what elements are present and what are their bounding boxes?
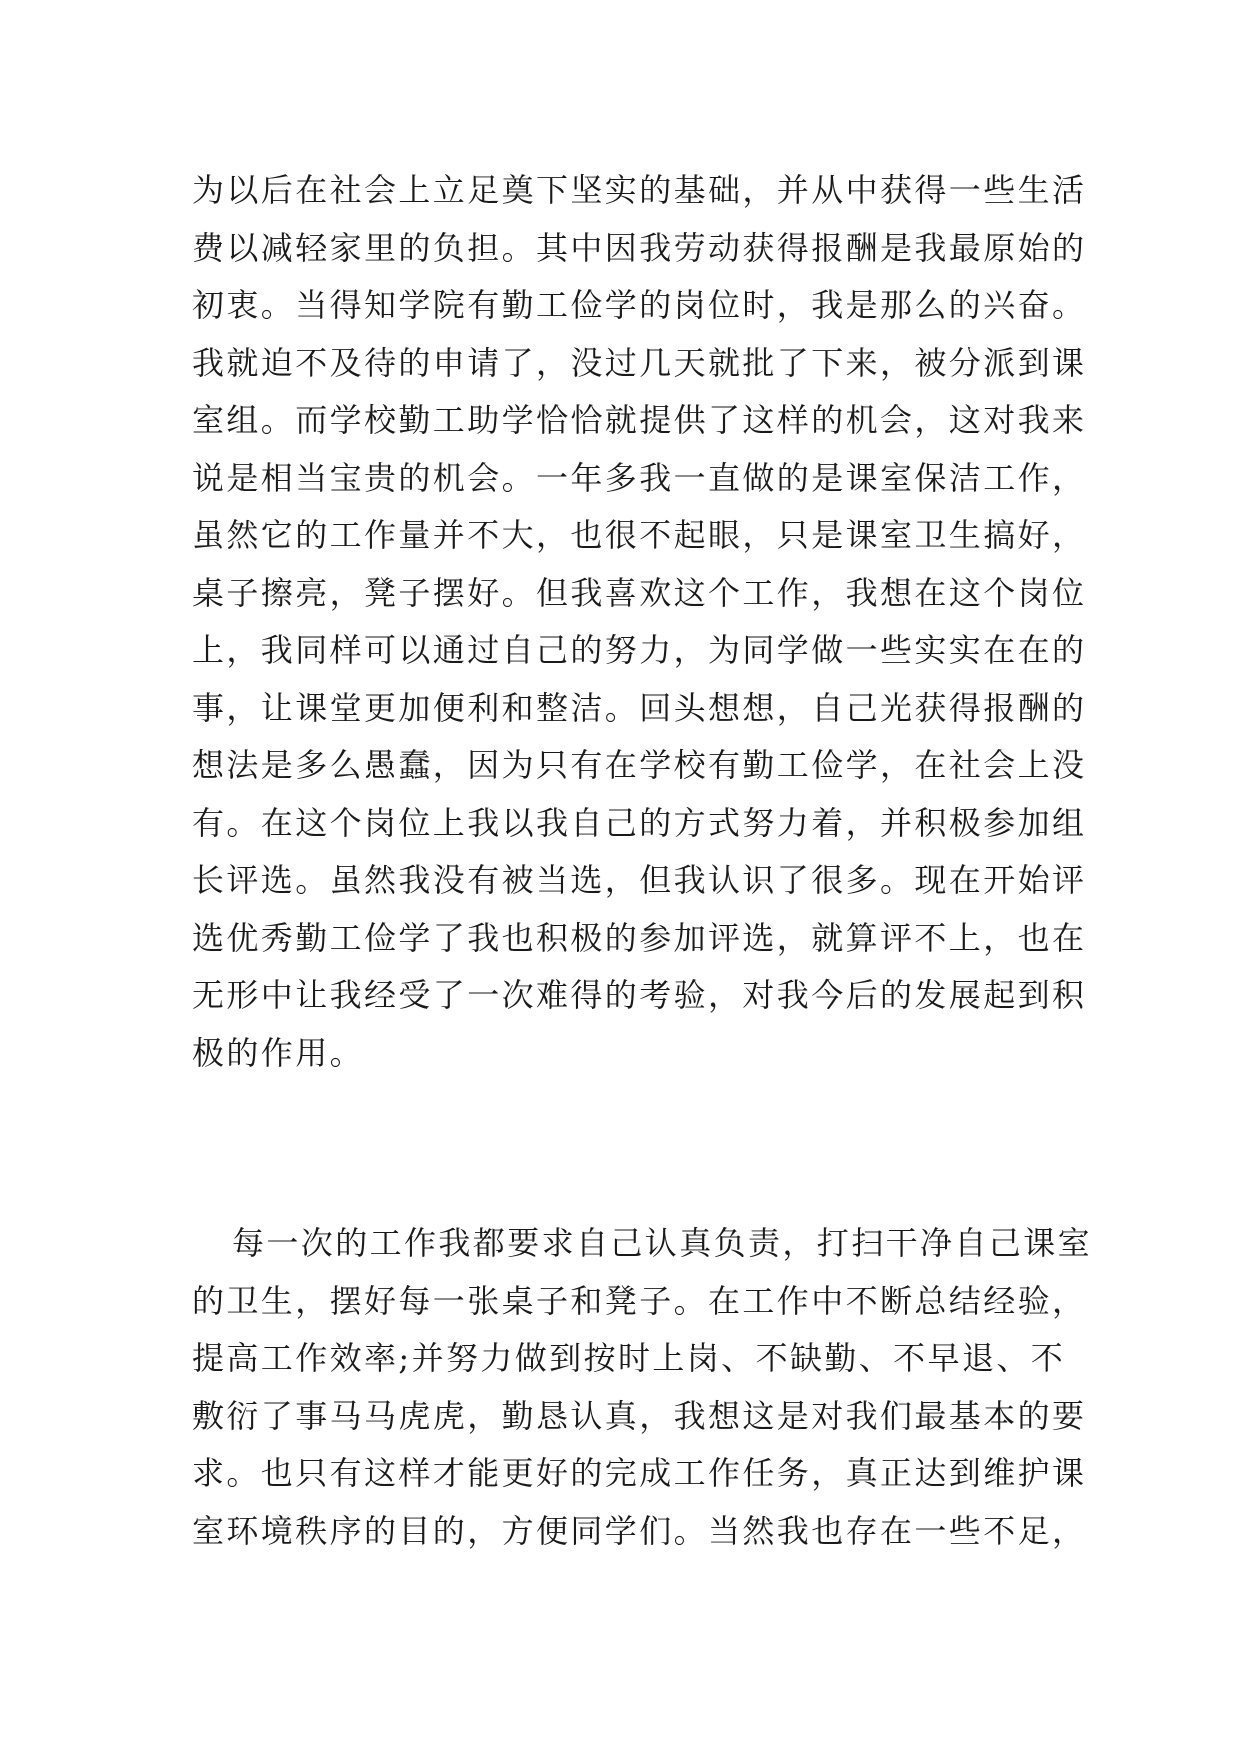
paragraph-line: 敷衍了事马马虎虎，勤恳认真，我想这是对我们最基本的要: [192, 1396, 1087, 1435]
paragraph-line: 虽然它的工作量并不大，也很不起眼，只是课室卫生搞好，: [192, 516, 1087, 554]
paragraph-line: 室环境秩序的目的，方便同学们。当然我也存在一些不足，: [192, 1511, 1087, 1550]
paragraph-line: 说是相当宝贵的机会。一年多我一直做的是课室保洁工作，: [192, 458, 1087, 497]
paragraph-line: 事，让课堂更加便利和整洁。回头想想，自己光获得报酬的: [192, 688, 1087, 727]
paragraph-line: 长评选。虽然我没有被当选，但我认识了很多。现在开始评: [192, 861, 1087, 899]
paragraph-line: 我就迫不及待的申请了，没过几天就批了下来，被分派到课: [192, 343, 1087, 382]
paragraph-line: 求。也只有这样才能更好的完成工作任务，真正达到维护课: [192, 1454, 1087, 1492]
paragraph-line: 初衷。当得知学院有勤工俭学的岗位时，我是那么的兴奋。: [192, 286, 1087, 324]
paragraph-line: 室组。而学校勤工助学恰恰就提供了这样的机会，这对我来: [192, 401, 1087, 439]
paragraph-2: [192, 1215, 1093, 1560]
paragraph-line: 上，我同样可以通过自己的努力，为同学做一些实实在在的: [192, 631, 1087, 669]
paragraph-line: 提高工作效率;并努力做到按时上岗、不缺勤、不早退、不: [192, 1339, 1066, 1377]
paragraph-line: 每一次的工作我都要求自己认真负责，打扫干净自己课室: [232, 1224, 1093, 1262]
paragraph-line: 想法是多么愚蠢，因为只有在学校有勤工俭学，在社会上没: [192, 746, 1087, 784]
paragraph-line: 的卫生，摆好每一张桌子和凳子。在工作中不断总结经验，: [192, 1281, 1087, 1320]
paragraph-line: 极的作用。: [192, 1033, 365, 1072]
paragraph-line: 为以后在社会上立足奠下坚实的基础，并从中获得一些生活: [192, 171, 1087, 209]
paragraph-line: 费以减轻家里的负担。其中因我劳动获得报酬是我最原始的: [192, 228, 1087, 267]
paragraph-1: [192, 162, 1087, 1082]
paragraph-line: 桌子擦亮，凳子摆好。但我喜欢这个工作，我想在这个岗位: [192, 573, 1087, 612]
paragraph-line: 无形中让我经受了一次难得的考验，对我今后的发展起到积: [192, 976, 1087, 1014]
paragraph-line: 有。在这个岗位上我以我自己的方式努力着，并积极参加组: [192, 803, 1087, 842]
paragraph-line: 选优秀勤工俭学了我也积极的参加评选，就算评不上，也在: [192, 918, 1087, 957]
